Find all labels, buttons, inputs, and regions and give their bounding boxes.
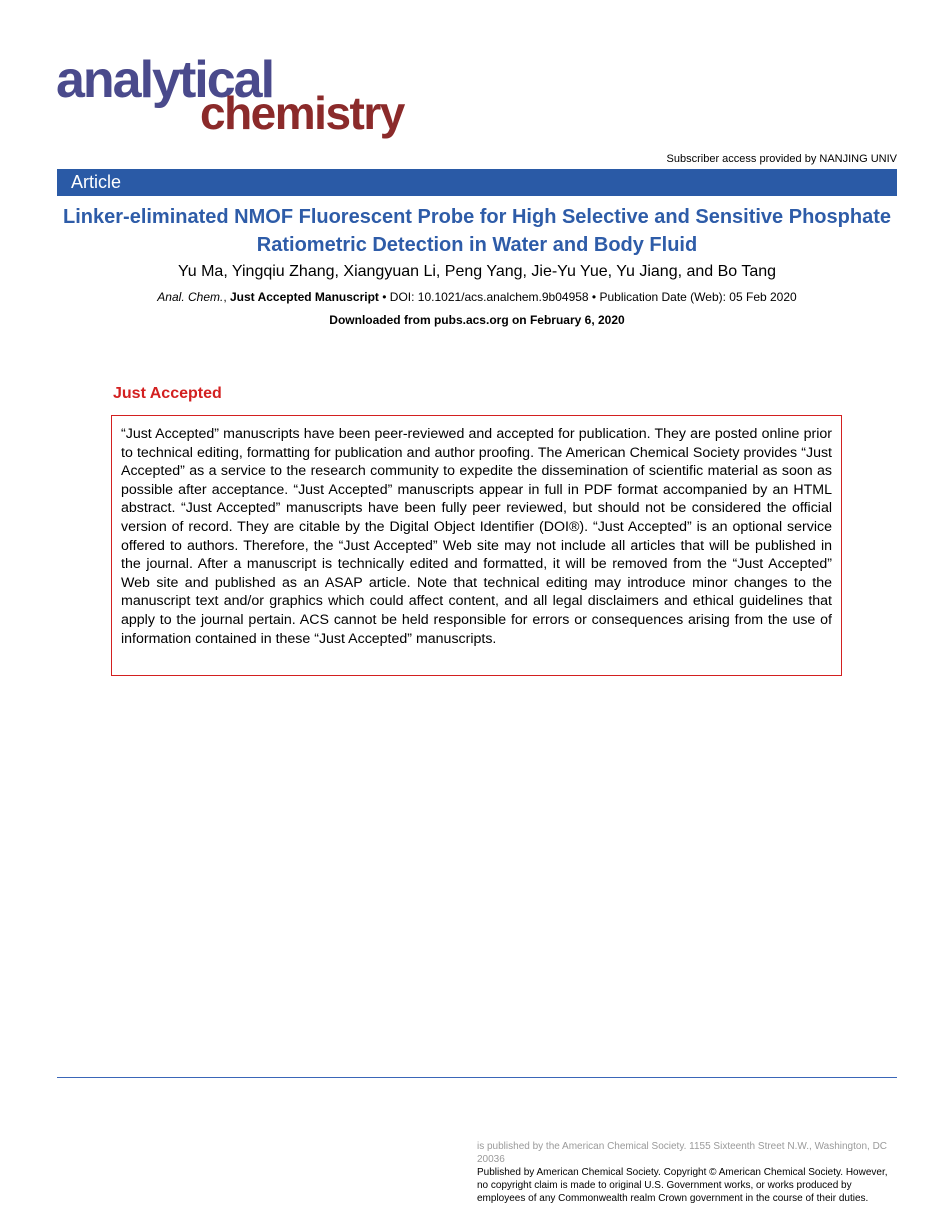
manuscript-status: Just Accepted Manuscript: [230, 290, 379, 304]
subscriber-access-note: Subscriber access provided by NANJING UNIV: [666, 153, 897, 165]
section-bar: [57, 169, 897, 196]
just-accepted-body: “Just Accepted” manuscripts have been peer-reviewed and accepted for publication. They are posted online prior to technical editing, formatting for publication and author proofing. The American Chemical Society provides “Just Accepted” as a service to the research community to expedite the dissemination of scientific material as soon as possible after acceptance. “Just Accepted” manuscripts appear in full in PDF format accompanied by an HTML abstract. “Just Accepted” manuscripts have been fully peer reviewed, but should not be considered the official version of record. They are citable by the Digital Object Identifier (DOI®). “Just Accepted” is an optional service offered to authors. Therefore, the “Just Accepted” Web site may not include all articles that will be published in the journal. After a manuscript is technically edited and formatted, it will be removed from the “Just Accepted” Web site and published as an ASAP article. Note that technical editing may introduce minor changes to the manuscript text and/or graphics which could affect content, and all legal disclaimers and ethical guidelines that apply to the journal pertain. ACS cannot be held responsible for errors or consequences arising from the use of information contained in these “Just Accepted” manuscripts.: [121, 426, 832, 647]
footer: [477, 1140, 897, 1205]
author-list: Yu Ma, Yingqiu Zhang, Xiangyuan Li, Peng Yang, Jie-Yu Yue, Yu Jiang, and Bo Tang: [177, 263, 777, 280]
just-accepted-heading: Just Accepted: [113, 385, 222, 402]
download-note: Downloaded from pubs.acs.org on February 6, 2020: [329, 313, 625, 327]
footer-divider: [57, 1077, 897, 1078]
just-accepted-notice-box: [111, 415, 842, 676]
publisher-address: is published by the American Chemical Society. 1155 Sixteenth Street N.W., Washington, DC 20036: [477, 1141, 888, 1165]
doi-and-date: • DOI: 10.1021/acs.analchem.9b04958 • Publication Date (Web): 05 Feb 2020: [378, 290, 797, 304]
journal-logo: [56, 51, 436, 140]
logo-word-analytical: analytical: [56, 51, 274, 109]
section-label: Article: [71, 172, 122, 192]
citation-separator: ,: [223, 290, 230, 304]
logo-word-chemistry: chemistry: [200, 87, 404, 139]
article-title: Linker-eliminated NMOF Fluorescent Probe for High Selective and Sensitive Phosphate Ratiometric Detection in Water and Body Fluid: [63, 206, 891, 256]
copyright-notice: Published by American Chemical Society. Copyright © American Chemical Society. However, no copyright claim is made to original U.S. Government works, or works produced by employees of any Commonwealth realm Crown government in the course of their duties.: [477, 1167, 888, 1204]
citation-line: [57, 289, 897, 305]
journal-abbrev: Anal. Chem.: [157, 290, 224, 304]
